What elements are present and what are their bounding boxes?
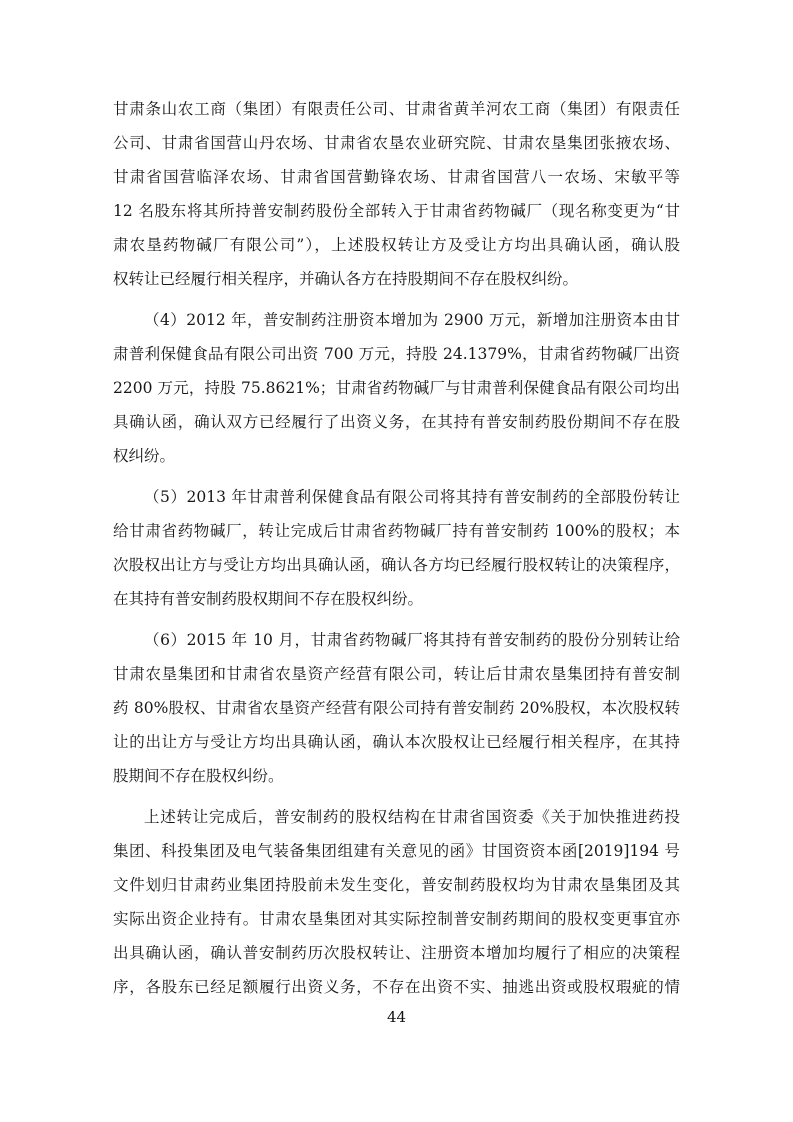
- text-line: 在其持有普安制药股权期间不存在股权纠纷。: [113, 590, 424, 608]
- text-line: 2200 万元，持股 75.8621%；甘肃省药物碱厂与甘肃普利保健食品有限公司均出: [113, 379, 680, 397]
- text-line: 权转让已经履行相关程序，并确认各方在持股期间不存在股权纠纷。: [113, 270, 579, 288]
- text-line: 12 名股东将其所持普安制药股份全部转入于甘肃省药物碱厂（现名称变更为“甘: [113, 202, 680, 220]
- text-line: （6）2015 年 10 月，甘肃省药物碱厂将其持有普安制药的股份分别转让给: [144, 631, 680, 649]
- text-line: 实际出资企业持有。甘肃农垦集团对其实际控制普安制药期间的股权变更事宜亦: [113, 910, 680, 928]
- text-line: （5）2013 年甘肃普利保健食品有限公司将其持有普安制药的全部股份转让: [144, 488, 680, 506]
- text-line: 具确认函，确认双方已经履行了出资义务，在其持有普安制药股份期间不存在股: [113, 413, 680, 431]
- text-line: 给甘肃省药物碱厂，转让完成后甘肃省药物碱厂持有普安制药 100%的股权；本: [113, 522, 680, 540]
- paragraph: [113, 480, 680, 616]
- text-line: （4）2012 年，普安制药注册资本增加为 2900 万元，新增加注册资本由甘: [144, 311, 680, 329]
- text-line: 甘肃农垦集团和甘肃省农垦资产经营有限公司，转让后甘肃农垦集团持有普安制: [113, 665, 680, 683]
- text-block: [113, 92, 680, 1004]
- text-line: 肃普利保健食品有限公司出资 700 万元，持股 24.1379%，甘肃省药物碱厂出资: [113, 345, 680, 363]
- text-line: 甘肃省国营临泽农场、甘肃省国营勤锋农场、甘肃省国营八一农场、宋敏平等: [113, 168, 680, 186]
- paragraph: [113, 303, 680, 473]
- paragraph: [113, 92, 680, 296]
- text-line: 让的出让方与受让方均出具确认函，确认本次股权让已经履行相关程序，在其持: [113, 733, 680, 751]
- text-line: 文件划归甘肃药业集团持股前未发生变化，普安制药股权均为甘肃农垦集团及其: [113, 876, 680, 894]
- paragraph: [113, 623, 680, 793]
- page-number: 44: [386, 1008, 407, 1026]
- paragraph: [113, 800, 680, 1004]
- text-line: 权纠纷。: [113, 447, 176, 465]
- text-line: 药 80%股权、甘肃省农垦资产经营有限公司持有普安制药 20%股权，本次股权转: [113, 699, 680, 717]
- text-line: 上述转让完成后，普安制药的股权结构在甘肃省国资委《关于加快推进药投: [144, 808, 680, 826]
- text-line: 公司、甘肃省国营山丹农场、甘肃省农垦农业研究院、甘肃农垦集团张掖农场、: [113, 134, 680, 152]
- text-line: 序，各股东已经足额履行出资义务，不存在出资不实、抽逃出资或股权瑕疵的情: [113, 978, 680, 996]
- text-line: 股期间不存在股权纠纷。: [113, 767, 284, 785]
- text-line: 出具确认函，确认普安制药历次股权转让、注册资本增加均履行了相应的决策程: [113, 944, 680, 962]
- text-line: 次股权出让方与受让方均出具确认函，确认各方均已经履行股权转让的决策程序，: [113, 556, 680, 574]
- text-line: 肃农垦药物碱厂有限公司”），上述股权转让方及受让方均出具确认函，确认股: [113, 236, 680, 254]
- text-line: 集团、科投集团及电气装备集团组建有关意见的函》甘国资资本函[2019]194 号: [113, 842, 680, 860]
- text-line: 甘肃条山农工商（集团）有限责任公司、甘肃省黄羊河农工商（集团）有限责任: [113, 100, 680, 118]
